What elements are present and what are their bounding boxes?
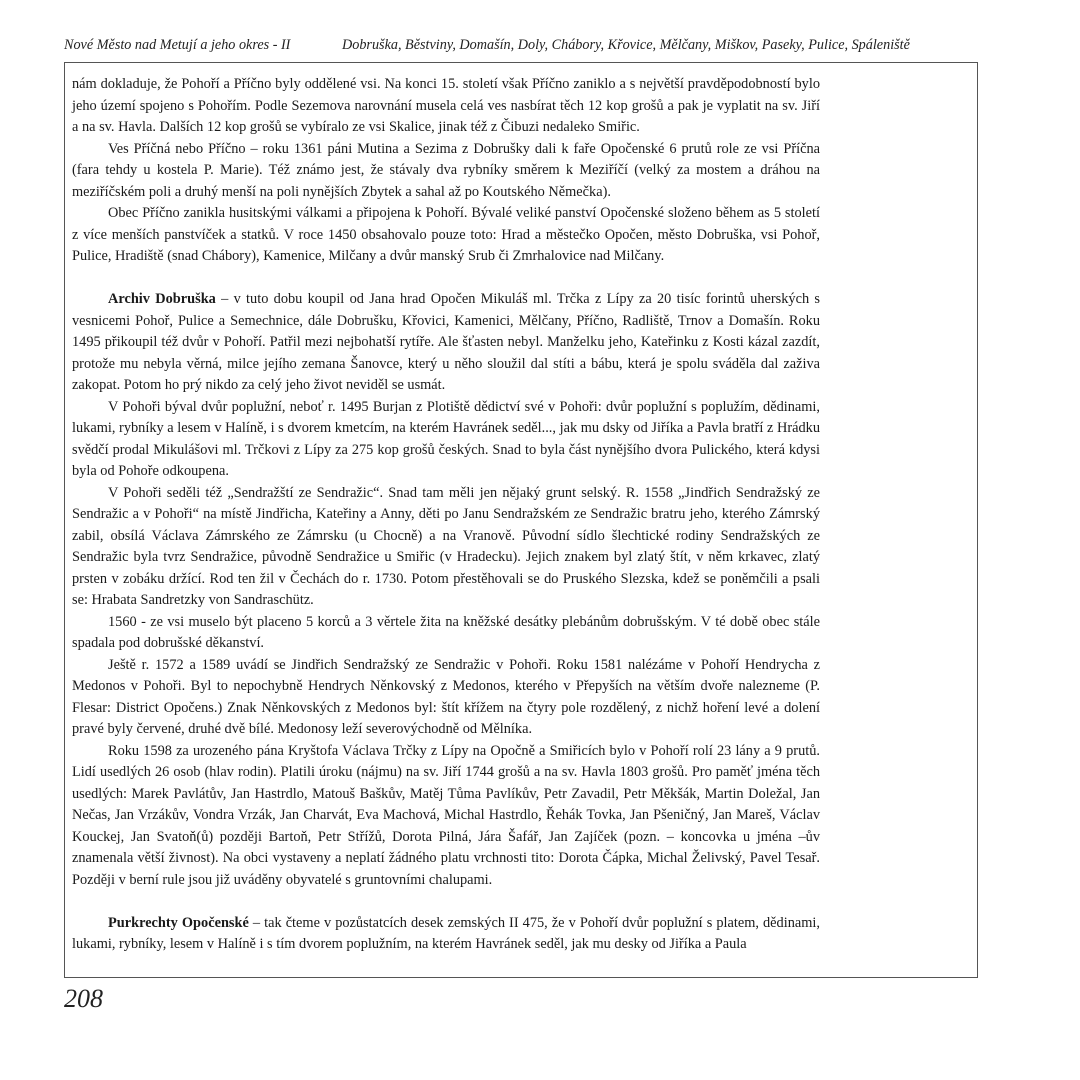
section-heading: Archiv Dobruška [108,291,216,307]
book-title: Nové Město nad Metují a jeho okres - II [64,37,291,53]
section-paragraph: Archiv Dobruška – v tuto dobu koupil od Jana hrad Opočen Mikuláš ml. Trčka z Lípy za 20 tisíc forintů uherských s vesnicemi Pohoř, Pulice a Semechnice, dále Dobrušku, Křovici, Kamenici, Mělčany, Příčno, Radliště, Trnov a Domašín. Roku 1495 přikoupil též dvůr v Pohoří. Patřil mezi nejbohatší rytíře. Ale šťasten nebyl. Manželku jeho, Kateřinku z Kosti kázal zazdít, protože mu nebyla věrná, milce jejího zemana Šanovce, který u něho sloužil dal stíti a bábu, která je spolu sváděla dal zaživa zakopat. Potom ho prý nikdo za celý jeho život neviděl se usmát. [72,291,820,393]
paragraph: Ves Příčná nebo Příčno – roku 1361 páni Mutina a Sezima z Dobrušky dali k faře Opočenské 6 prutů role ze vsi Příčna (fara tehdy u kostela P. Marie). Též známo jest, že stávaly dva rybníky směrem k Meziříčí (velký za mostem a dráhou na meziříčském poli a druhý menší na poli nynějších Zbytek a sahal až po Koutského Němečka). [72,140,820,200]
paragraph: 1560 - ze vsi muselo být placeno 5 korců a 3 věrtele žita na kněžské desátky plebánům dobrušským. V té době obec stále spadala pod dobrušské děkanství. [72,613,820,651]
paragraph: nám dokladuje, že Pohoří a Příčno byly oddělené vsi. Na konci 15. století však Příčno zaniklo a s největší pravděpodobností bylo jeho území spojeno s Pohořím. Podle Sezemova narovnání musela celá ves nasbírat těch 12 kop grošů a pak je vyplatit na sv. Jiří a na sv. Havla. Dalších 12 kop grošů se vybíralo ze vsi Skalice, jinak též z Čibuzi nedaleko Smiřic. [72,76,820,135]
paragraph: V Pohoři býval dvůr poplužní, neboť r. 1495 Burjan z Plotiště dědictví své v Pohoři: dvůr poplužní s poplužím, dědinami, lukami, rybníky a lesem v Halíně, i s dvorem kmetcím, na kterém Havránek seděl..., jak mu dsky od Jiříka a Pavla bratří z Hrádku svědčí prodal Mikulášovi ml. Trčkovi z Lípy za 275 kop grošů českých. Snad to byla část nynějšího dvora Pulického, která kdysi byla od Pohoře odkoupena. [72,398,820,479]
paragraph: Obec Příčno zanikla husitskými válkami a připojena k Pohoří. Bývalé veliké panství Opočenské složeno během as 5 století z více menších panstvíček a statků. V roce 1450 obsahovalo pouze toto: Hrad a městečko Opočen, město Dobruška, vsi Pohoř, Pulice, Hradiště (snad Chábory), Kamenice, Milčany a dvůr manský Srub či Zmrhalovice nad Milčany. [72,205,820,264]
chapter-places: Dobruška, Běstviny, Domašín, Doly, Chábory, Křovice, Mělčany, Miškov, Paseky, Pulice, Spáleniště [342,37,910,53]
paragraph: Ještě r. 1572 a 1589 uvádí se Jindřich Sendražský ze Sendražic v Pohoři. Roku 1581 nalézáme v Pohoří Hendrycha z Medonos v Pohoři. Byl to nepochybně Hendrych Něnkovský z Medonos, kterého v Přepyších na větším dvoře nalezneme (P. Flesar: District Opočens.) Znak Něnkovských z Medonos byl: štít křížem na čtyry pole rozdělený, z nichž hoření levé a dolení pravé byly červené, druhé dvě bílé. Medonosy leží severovýchodně od Mělníka. [72,656,820,737]
paragraph: V Pohoři seděli též „Sendražští ze Sendražic“. Snad tam měli jen nějaký grunt selský. R. 1558 „Jindřich Sendražský ze Sendražic a v Pohoři“ na místě Jindřicha, Kateřiny a Anny, děti po Janu Sendražském ze Sendražic bratru jeho, kterého Zámrský zabil, obsílá Václava Zámrského ze Zámrsku (u Chocně) a na Vranově. Původní sídlo šlechtické rodiny Sendražských ze Sendražic byla tvrz Sendražice, původně Sendražice u Smiřic (v Hradecku). Jejich znakem byl zlatý štít, v něm krkavec, zlatý prsten v zobáku držící. Rod ten žil v Čechách do r. 1730. Potom přestěhovali se do Pruského Slezska, kdež se poněmčili a psali se: Hrabata Sandretzky von Sandraschütz. [72,484,820,608]
paragraph: Roku 1598 za urozeného pána Kryštofa Václava Trčky z Lípy na Opočně a Smiřicích bylo v Pohoří rolí 23 lány a 9 prutů. Lidí usedlých 26 osob (hlav rodin). Platili úroku (nájmu) na sv. Jiří 1744 grošů a na sv. Havla 1803 grošů. Pro paměť jména těch usedlých: Marek Pavlátův, Jan Hastrdlo, Matouš Baškův, Matěj Tůma Pavlíkův, Petr Zavadil, Petr Měkšák, Martin Doležal, Jan Nečas, Jan Vrzákův, Vondra Vrzák, Jan Charvát, Eva Machová, Michal Hastrdlo, Řehák Tovka, Jan Pšeničný, Jan Mareš, Václav Kouckej, Jan Svatoň(ů) později Bartoň, Petr Střížů, Dorota Pilná, Jára Šafář, Jan Zajíček (pozn. – koncovka u jména –ův znamenala větší živnost). Na obci vystaveny a neplatí žádného platu vrchnosti tito: Dorota Čápka, Michal Želivský, Pavel Tesař. Později v berní rule jsou již uváděny obyvatelé s gruntovními chalupami. [72,742,820,888]
body-text [72,74,820,956]
section-heading: Purkrechty Opočenské [108,914,249,931]
section-paragraph: Purkrechty Opočenské – tak čteme v pozůstatcích desek zemských II 475, že v Pohoří dvůr poplužní s platem, dědinami, lukami, rybníky, lesem v Halíně i s tím dvorem poplužním, na kterém Havránek seděl, jak mu desky od Jiříka a Paula [72,914,820,952]
page-number: 208 [64,984,103,1013]
